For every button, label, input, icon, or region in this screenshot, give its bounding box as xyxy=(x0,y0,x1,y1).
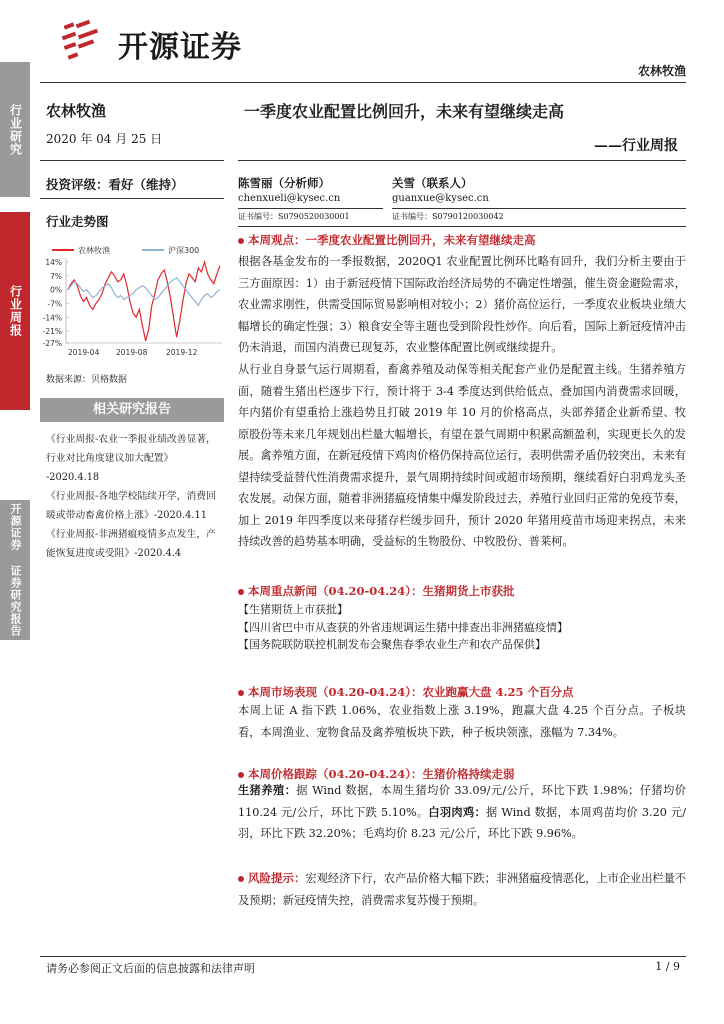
price-title: 本周价格跟踪（04.20-04.24）：生猪价格持续走弱 xyxy=(248,767,515,781)
bullet-icon xyxy=(238,589,244,595)
trend-chart xyxy=(40,240,230,365)
trend-title: 行业走势图 xyxy=(46,214,109,229)
bullet-icon xyxy=(238,690,244,696)
analyst-1-email[interactable]: chenxueli@kysec.cn xyxy=(238,193,341,204)
market-paragraph: 本周上证 A 指下跌 1.06%，农业指数上涨 3.19%，跑赢大盘 4.25 个百分点。子板块看，本周渔业、宠物食品及禽养殖板块下跌，种子板块领涨，涨幅为 7.34%。 xyxy=(238,704,686,739)
rating-label: 投资评级： xyxy=(46,177,109,192)
main-rule-1 xyxy=(238,160,686,161)
sidebar-mid-label: 行业周报 xyxy=(8,285,23,337)
news-item[interactable]: 【生猪期货上市获批】 xyxy=(238,603,348,616)
page-number: 1 / 9 xyxy=(655,960,680,973)
analyst-1-cert: 证书编号：S0790520030001 xyxy=(238,212,350,221)
bullet-icon xyxy=(238,238,244,244)
analyst-2-name: 关雪（联系人） xyxy=(392,176,473,190)
logo-icon xyxy=(60,18,110,62)
y-tick-label: 0% xyxy=(50,285,62,295)
report-subtitle: ——行业周报 xyxy=(594,138,678,154)
y-tick-label: -7% xyxy=(47,299,62,309)
related-report-date: -2020.4.18 xyxy=(46,472,100,483)
series-line-2 xyxy=(68,278,220,306)
industry-name: 农林牧渔 xyxy=(46,102,107,120)
y-tick-label: -27% xyxy=(42,339,62,348)
y-tick-label: 7% xyxy=(50,271,62,281)
company-logo xyxy=(60,18,110,66)
footer-disclaimer[interactable]: 请务必参阅正文后面的信息披露和法律声明 xyxy=(46,962,255,975)
related-reports-list xyxy=(46,430,224,563)
y-tick-label: -14% xyxy=(42,313,62,323)
market-title: 本周市场表现（04.20-04.24）：农业跑赢大盘 4.25 个百分点 xyxy=(248,685,574,699)
report-date: 2020 年 04 月 25 日 xyxy=(46,132,163,146)
series-line-1 xyxy=(68,262,220,341)
news-item[interactable]: 【国务院联防联控机制发布会聚焦春季农业生产和农产品保供】 xyxy=(238,638,546,651)
category-tag: 农林牧渔 xyxy=(637,64,686,78)
price-paragraph xyxy=(238,780,686,845)
price-label-broiler: 白羽肉鸡： xyxy=(428,804,486,819)
bullet-icon xyxy=(238,876,244,882)
analyst-1-rule xyxy=(238,208,383,209)
news-heading xyxy=(238,583,515,599)
left-rule-1 xyxy=(40,160,224,161)
related-report-date: -2020.4.11 xyxy=(153,510,207,521)
view-paragraph-2: 从行业自身景气运行周期看，畜禽养殖及动保等相关配套产业仍是配置主线。生猪养殖方面，随着生猪出栏逐步下行，预计将于 3-4 季度达到供给低点，叠加国内消费需求回暖，年内猪价有望重拾上涨趋势且打破 2019 年 10 月的价格高点，头部养猪企业新希望、牧原股份等未来几年规划出栏量大幅增长，有望在景气周期中积累高额盈利，实现更长久的发展。禽养殖方面，在新冠疫情下鸡肉价格仍保持高位运行，表明供需矛盾仍较突出，未来有望持续受益替代性消费需求提升，景气周期持续时间或超市场预期，继续看好白羽鸡龙头圣农发展。动保方面，随着非洲猪瘟疫情集中爆发阶段过去，养殖行业回归正常的免疫节奏，加上 2019 年四季度以来母猪存栏缓步回升，预计 2020 年猪用疫苗市场迎来拐点，未来持续改善的趋势基本明确，受益标的生物股份、中牧股份、普莱柯。 xyxy=(238,363,686,548)
main-rule-2 xyxy=(238,226,686,227)
left-rule-2 xyxy=(40,198,224,199)
company-name: 开源证券 xyxy=(118,30,242,65)
sidebar-brand xyxy=(0,500,30,640)
market-heading xyxy=(238,684,574,700)
legend-label: 农林牧渔 xyxy=(78,246,110,255)
x-tick-label: 2019-12 xyxy=(166,348,198,357)
analyst-2-email[interactable]: guanxue@kysec.cn xyxy=(392,193,489,204)
sidebar-weekly xyxy=(0,212,30,410)
report-title: 一季度农业配置比例回升，未来有望继续走高 xyxy=(244,102,565,121)
view-title: 一季度农业配置比例回升，未来有望继续走高 xyxy=(305,233,536,247)
related-report-text: 《行业周报-农业一季报业绩改善显著，行业对比角度建议加大配置》 xyxy=(46,434,216,464)
risk-label: 风险提示： xyxy=(248,871,306,885)
news-item[interactable]: 【四川省巴中市从查获的外省违规调运生猪中排查出非洲猪瘟疫情】 xyxy=(238,620,568,634)
rating xyxy=(46,175,184,193)
sidebar-top-label: 行业研究 xyxy=(8,103,23,156)
y-tick-label: 14% xyxy=(45,258,62,267)
related-report-item[interactable] xyxy=(46,487,224,525)
sidebar-bottom-label: 开源证券 证券研究报告 xyxy=(9,503,22,637)
footer-rule xyxy=(40,956,686,957)
legend-label: 沪深300 xyxy=(168,246,200,255)
risk-text: 宏观经济下行，农产品价格大幅下跌；非洲猪瘟疫情恶化，上市企业出栏量不及预期；新冠疫情失控，消费需求复苏慢于预期。 xyxy=(238,872,687,907)
related-reports-title: 相关研究报告 xyxy=(40,398,224,422)
related-report-item[interactable] xyxy=(46,430,224,487)
price-text-broiler: 据 Wind 数据，本周鸡苗均价 3.20 元/羽，环比下跌 32.20%；毛鸡均价 8.23 元/公斤，环比下跌 9.96%。 xyxy=(238,805,686,840)
trend-chart-svg xyxy=(40,240,230,365)
price-text-hog: 据 Wind 数据，本周生猪均价 33.09/元/公斤，环比下跌 1.98%；仔猪均价 110.24 元/公斤，环比下跌 5.10%。 xyxy=(238,784,686,819)
related-report-text: 《行业周报-非洲猪瘟疫情多点发生，产能恢复进度或受阻》 xyxy=(46,529,216,559)
related-report-date: -2020.4.4 xyxy=(134,548,182,559)
related-report-text: 《行业周报-各地学校陆续开学，消费回暖或带动畜禽价格上涨》 xyxy=(46,491,216,521)
header-rule xyxy=(40,82,686,83)
analyst-2-rule xyxy=(392,208,686,209)
data-source: 数据来源：贝格数据 xyxy=(46,375,128,385)
news-list xyxy=(238,601,686,654)
x-tick-label: 2019-04 xyxy=(68,348,100,357)
price-label-hog: 生猪养殖： xyxy=(238,783,297,797)
related-report-item[interactable] xyxy=(46,525,224,563)
news-title: 本周重点新闻（04.20-04.24）：生猪期货上市获批 xyxy=(248,584,515,598)
view-heading xyxy=(238,232,536,248)
bullet-icon xyxy=(238,772,244,778)
y-tick-label: -21% xyxy=(42,327,62,337)
sidebar-industry-research xyxy=(0,62,30,197)
analyst-1-name: 陈雪丽（分析师） xyxy=(238,176,330,190)
view-paragraph-1: 根据各基金发布的一季报数据，2020Q1 农业配置比例环比略有回升，我们分析主要由于三方面原因：1）由于新冠疫情下国际政治经济局势的不确定性增强，催生资金避险需求，农业需求刚性，供需受国际贸易影响相对较小；2）猪价高位运行，一季度农业板块业绩大幅增长的确定性强；3）粮食安全等主题也受到阶段性炒作。向后看，国际上新冠疫情冲击仍未消退，而国内消费已现复苏，农业整体配置比例或继续提升。 xyxy=(238,255,686,354)
rating-value: 看好（维持） xyxy=(108,177,184,192)
x-tick-label: 2019-08 xyxy=(116,348,148,357)
analyst-2-cert: 证书编号：S0790120030042 xyxy=(392,212,504,221)
risk-paragraph xyxy=(238,868,686,911)
view-label: 本周观点： xyxy=(248,233,306,247)
